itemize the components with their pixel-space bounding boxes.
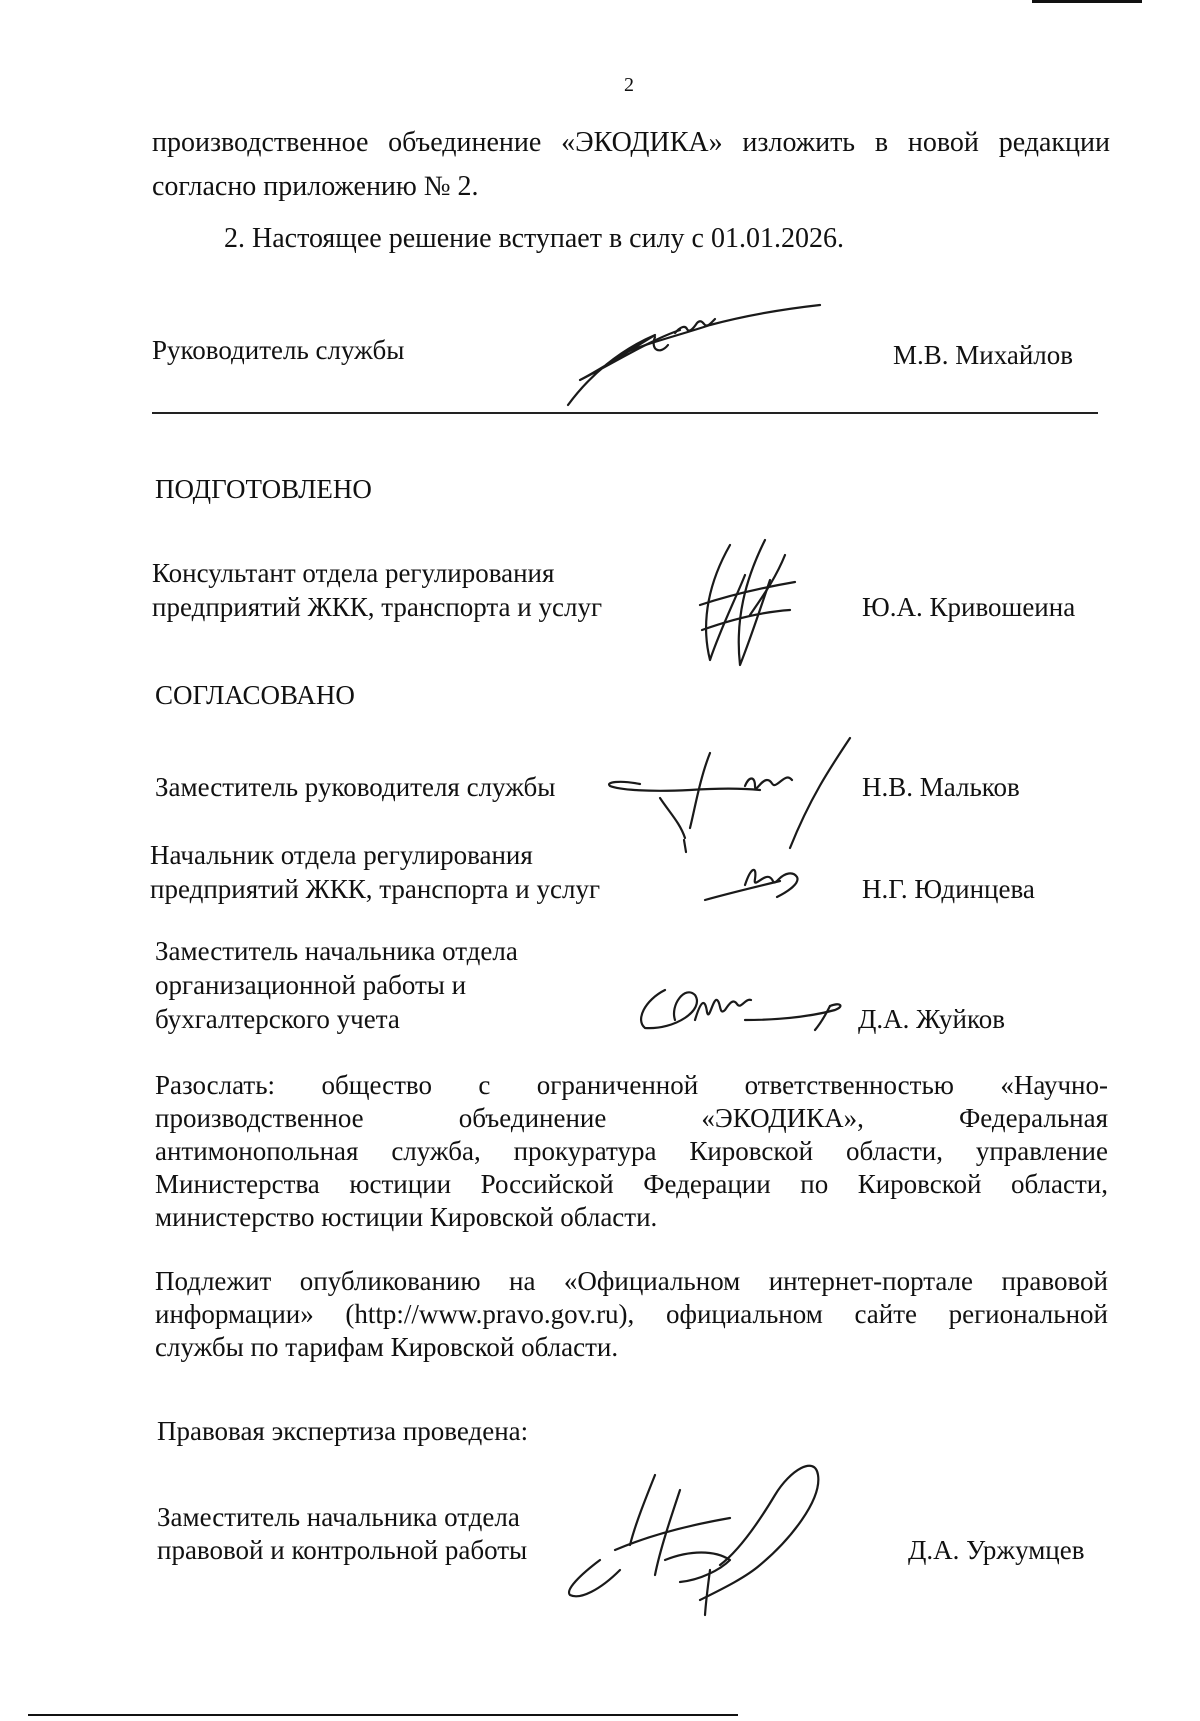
agreed-entry-3-position-line-1: Заместитель начальника отдела [155, 936, 518, 966]
agreed-entry-3-name: Д.А. Жуйков [858, 1004, 1005, 1034]
agreed-entry-3-signature [635, 980, 855, 1040]
prepared-heading: ПОДГОТОВЛЕНО [155, 474, 372, 504]
agreed-entry-1-signature [600, 728, 870, 858]
agreed-heading: СОГЛАСОВАНО [155, 680, 355, 710]
agreed-entry-2-position-line-1: Начальник отдела регулирования [150, 840, 533, 870]
publication-line-3: службы по тарифам Кировской области. [155, 1332, 619, 1362]
prepared-position-line-1: Консультант отдела регулирования [152, 558, 555, 588]
page-number: 2 [624, 74, 634, 96]
publication-line-2: информации» (http://www.pravo.gov.ru), официальном сайте региональной [155, 1299, 1108, 1329]
intro-line-1: производственное объединение «ЭКОДИКА» изложить в новой редакции [152, 127, 1110, 158]
legal-review-name: Д.А. Уржумцев [908, 1535, 1085, 1565]
distribution-line-3: антимонопольная служба, прокуратура Кировской области, управление [155, 1136, 1108, 1166]
signature-divider-line [152, 412, 1098, 414]
legal-review-position-line-2: правовой и контрольной работы [157, 1535, 528, 1565]
distribution-line-1: Разослать: общество с ограниченной ответственностью «Научно- [155, 1070, 1108, 1100]
agreed-entry-2-signature [700, 855, 820, 915]
agreed-entry-2-name: Н.Г. Юдинцева [862, 874, 1035, 904]
distribution-line-4: Министерства юстиции Российской Федерации по Кировской области, [155, 1169, 1108, 1199]
head-position: Руководитель службы [152, 335, 405, 365]
distribution-line-2: производственное объединение «ЭКОДИКА», Федеральная [155, 1103, 1108, 1133]
legal-review-position-line-1: Заместитель начальника отдела [157, 1502, 520, 1532]
distribution-line-5: министерство юстиции Кировской области. [155, 1202, 658, 1232]
agreed-entry-3-position-line-2: организационной работы и [155, 970, 467, 1000]
head-signature [560, 305, 830, 415]
legal-review-heading: Правовая экспертиза проведена: [157, 1416, 529, 1446]
agreed-entry-1-name: Н.В. Мальков [862, 772, 1020, 802]
intro-item-2: 2. Настоящее решение вступает в силу с 01.01.2026. [224, 223, 844, 254]
prepared-signature [690, 540, 810, 670]
scan-edge-mark [1032, 0, 1142, 3]
scan-bottom-edge [28, 1714, 738, 1716]
agreed-entry-3-position-line-3: бухгалтерского учета [155, 1004, 400, 1034]
legal-review-signature [560, 1450, 860, 1620]
agreed-entry-1-position: Заместитель руководителя службы [155, 772, 556, 802]
head-name: М.В. Михайлов [893, 340, 1074, 370]
agreed-entry-2-position-line-2: предприятий ЖКК, транспорта и услуг [150, 874, 601, 904]
prepared-position-line-2: предприятий ЖКК, транспорта и услуг [152, 592, 603, 622]
prepared-name: Ю.А. Кривошеина [862, 592, 1076, 622]
publication-line-1: Подлежит опубликованию на «Официальном интернет-портале правовой [155, 1266, 1108, 1296]
intro-line-2: согласно приложению № 2. [152, 171, 479, 202]
